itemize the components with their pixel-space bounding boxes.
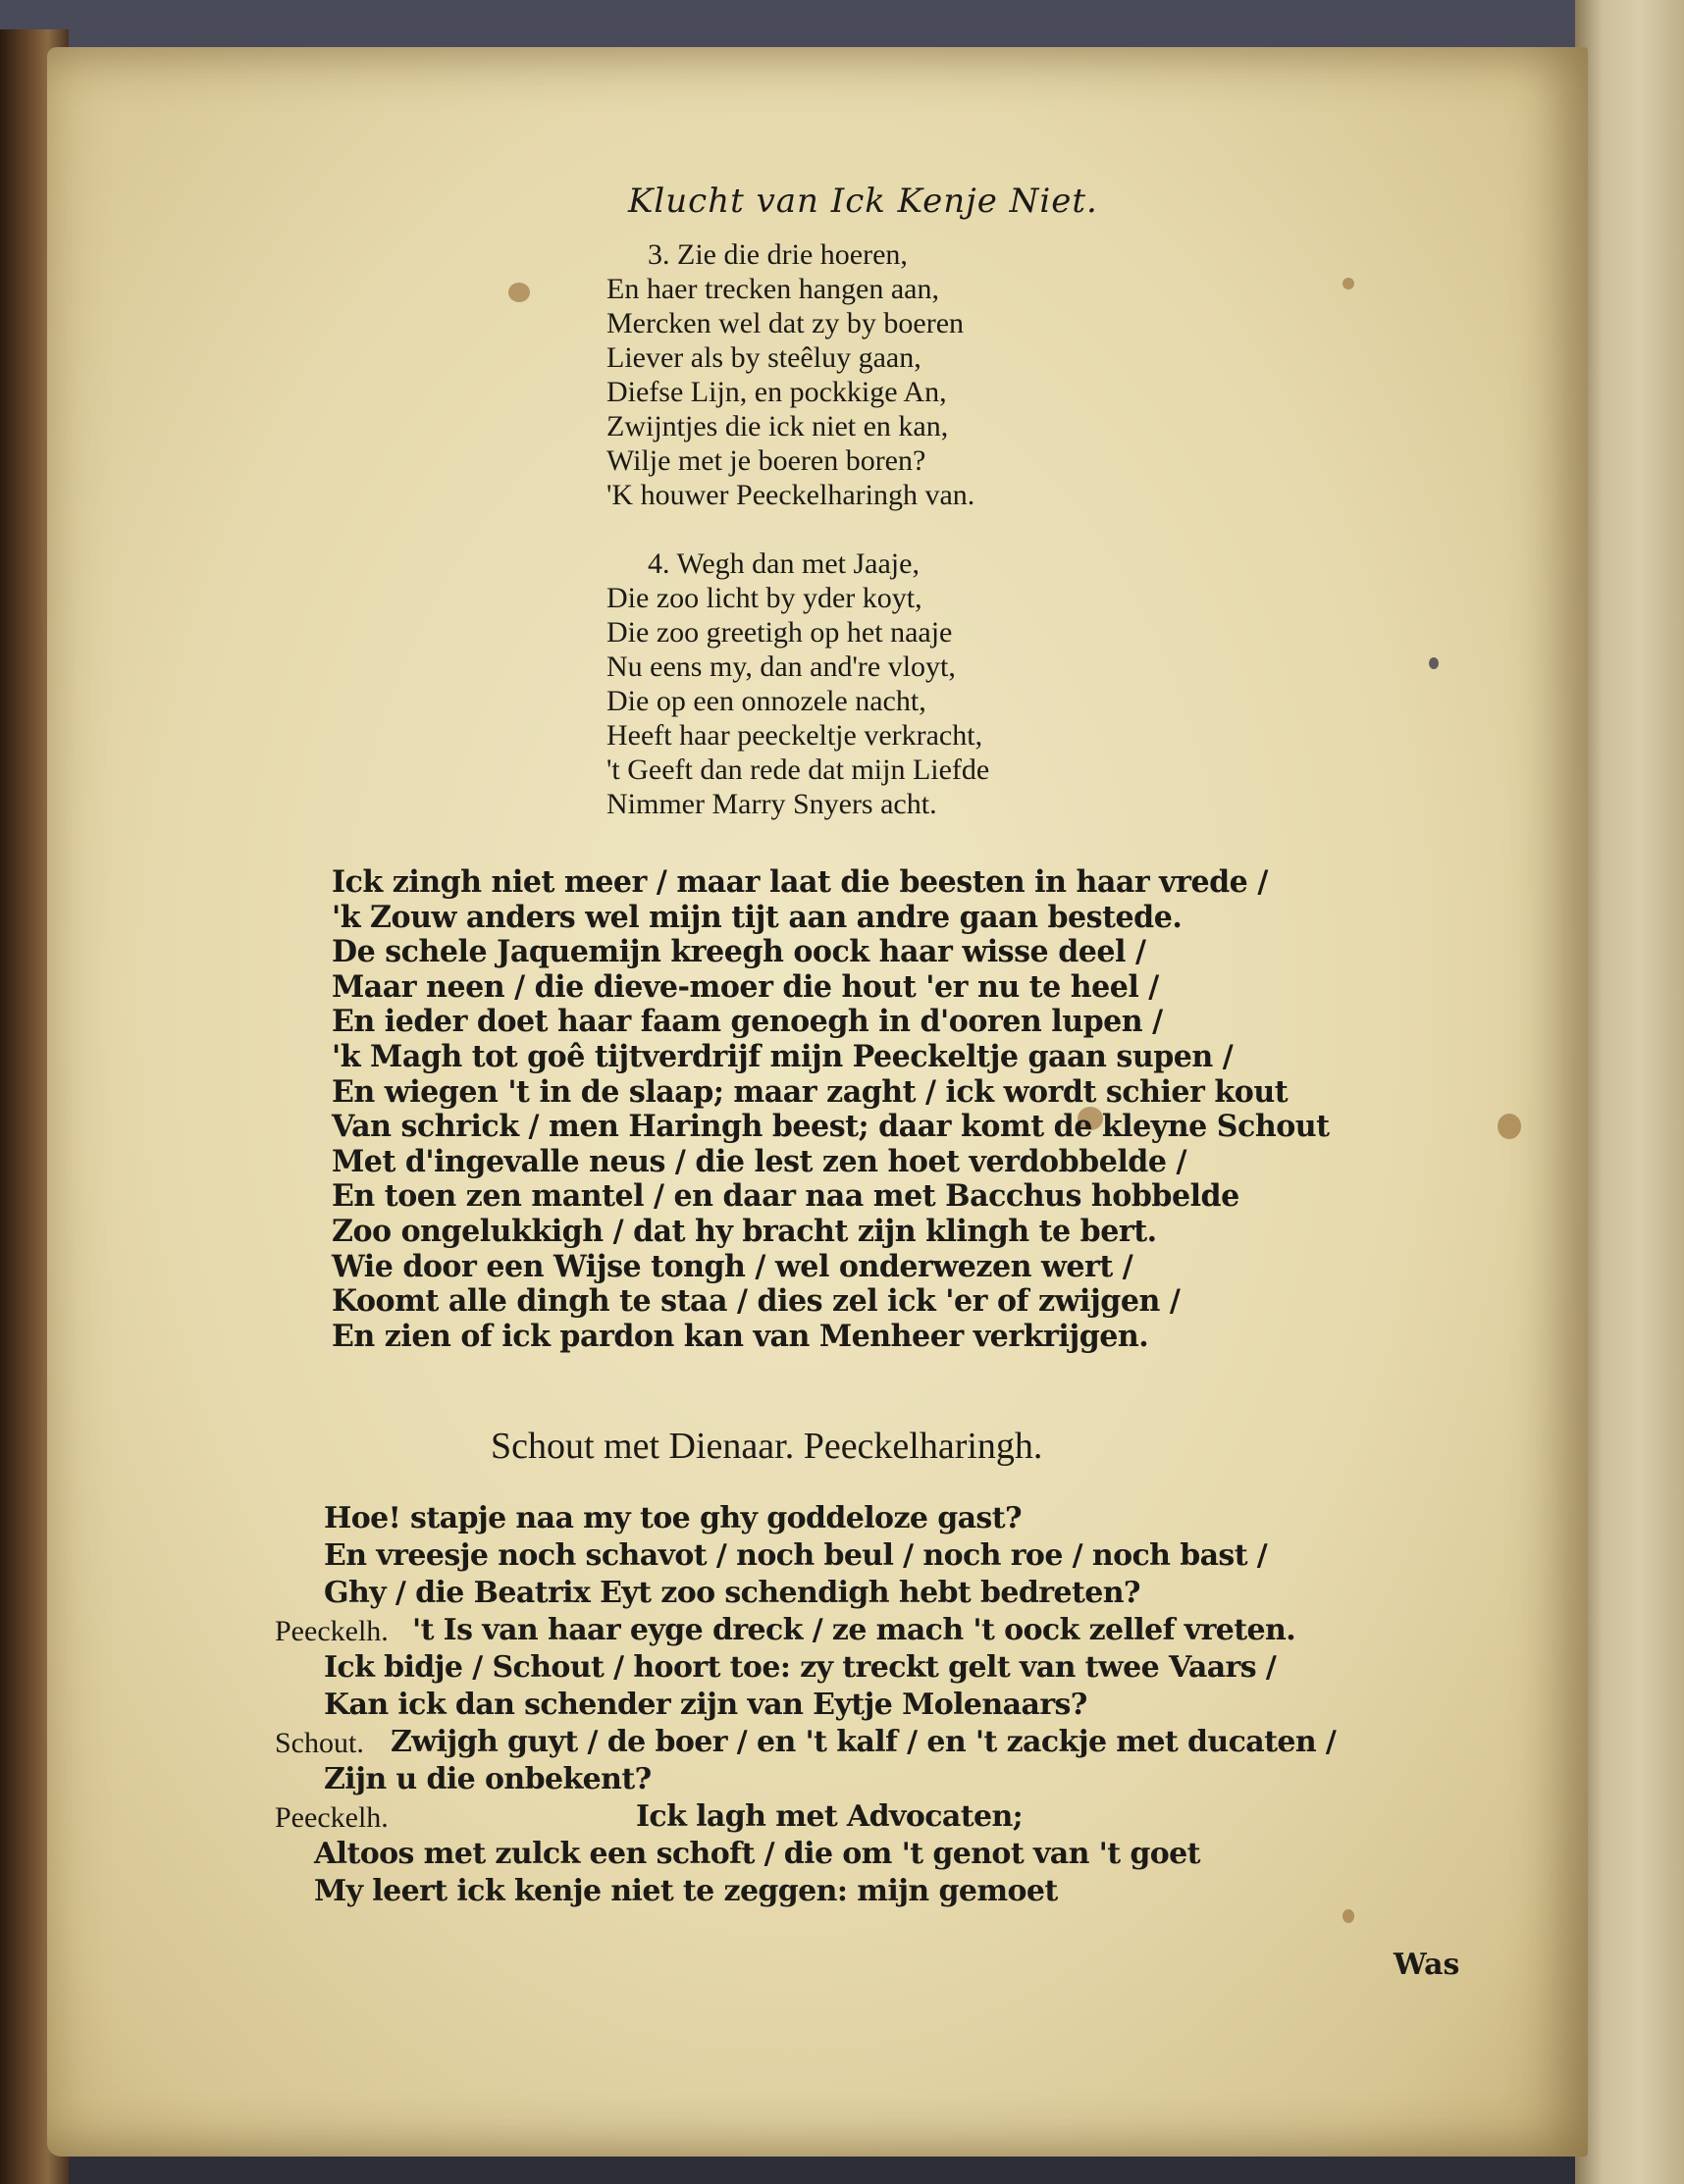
dialogue-line <box>275 1613 1354 1650</box>
blackletter-line: Van schrick / men Haringh beest; daar komt de kleyne Schout <box>332 1109 1330 1145</box>
blackletter-line: En ieder doet haar faam genoegh in d'ooren lupen / <box>332 1004 1163 1040</box>
dialogue-line <box>275 1501 1354 1538</box>
foxing-spot <box>1429 657 1439 669</box>
blackletter-line: En wiegen 't in de slaap; maar zaght / ick wordt schier kout <box>332 1073 1289 1110</box>
blackletter-line: En zien of ick pardon kan van Menheer verkrijgen. <box>332 1318 1149 1354</box>
verse-line: Wilje met je boeren boren? <box>606 444 926 477</box>
verse-line: Diefse Lijn, en pockkige An, <box>606 376 947 408</box>
blackletter-line: Ick zingh niet meer / maar laat die beesten in haar vrede / <box>332 864 1268 900</box>
verse-line: 4. Wegh dan met Jaaje, <box>648 547 920 580</box>
dialogue-block <box>275 1501 1354 1911</box>
speaker-name: Schout. <box>275 1727 364 1759</box>
speech-text: Hoe! stapje naa my toe ghy goddeloze gast? <box>324 1501 1022 1535</box>
dialogue-line <box>275 1799 1354 1837</box>
verse-line: Die op een onnozele nacht, <box>606 685 926 717</box>
blackletter-line: De schele Jaquemijn kreegh oock haar wisse deel / <box>332 934 1146 970</box>
foxing-spot <box>508 283 530 302</box>
foxing-spot <box>1498 1114 1521 1139</box>
verse-line: 3. Zie die drie hoeren, <box>648 238 908 271</box>
blackletter-line: Maar neen / die dieve-moer die hout 'er nu te heel / <box>332 968 1159 1005</box>
verse-line: Heeft haar peeckeltje verkracht, <box>606 719 983 752</box>
dialogue-line <box>275 1650 1354 1688</box>
blackletter-line: 'k Zouw anders wel mijn tijt aan andre gaan bestede. <box>332 899 1183 935</box>
dialogue-line <box>275 1538 1354 1576</box>
dialogue-line <box>275 1837 1354 1874</box>
stanza-4 <box>606 546 989 821</box>
speech-text: Kan ick dan schender zijn van Eytje Molenaars? <box>324 1688 1087 1722</box>
speech-text: Zwijgh guyt / de boer / en 't kalf / en 't zackje met ducaten / <box>391 1725 1337 1759</box>
running-header: Klucht van Ick Kenje Niet. <box>628 182 1098 221</box>
verse-line: Mercken wel dat zy by boeren <box>606 307 965 339</box>
blackletter-line: Koomt alle dingh te staa / dies zel ick 'er of zwijgen / <box>332 1283 1181 1320</box>
blackletter-line: En toen zen mantel / en daar naa met Bacchus hobbelde <box>332 1178 1239 1215</box>
foxing-spot <box>1342 278 1354 289</box>
dialogue-line <box>275 1762 1354 1799</box>
speech-text: Ick bidje / Schout / hoort toe: zy treckt gelt van twee Vaars / <box>324 1650 1277 1685</box>
verse-line: Die zoo greetigh op het naaje <box>606 616 953 649</box>
blackletter-line: Zoo ongelukkigh / dat hy bracht zijn klingh te bert. <box>332 1213 1157 1249</box>
monologue-block <box>332 865 1330 1354</box>
dialogue-line <box>275 1576 1354 1613</box>
verse-line: Liever als by steêluy gaan, <box>606 341 921 374</box>
blackletter-line: Wie door een Wijse tongh / wel onderwezen wert / <box>332 1248 1133 1284</box>
speech-text: Altoos met zulck een schoft / die om 't genot van 't goet <box>314 1837 1200 1871</box>
blackletter-line: Met d'ingevalle neus / die lest zen hoet verdobbelde / <box>332 1143 1186 1179</box>
verse-line: En haer trecken hangen aan, <box>606 273 939 305</box>
verse-line: 'K houwer Peeckelharingh van. <box>606 479 975 511</box>
speech-text: 't Is van haar eyge dreck / ze mach 't oock zellef vreten. <box>412 1613 1296 1647</box>
dialogue-line <box>275 1874 1354 1911</box>
foxing-spot <box>1342 1909 1354 1923</box>
scene-heading: Schout met Dienaar. Peeckelharingh. <box>491 1426 1043 1467</box>
speech-text: Ghy / die Beatrix Eyt zoo schendigh hebt bedreten? <box>324 1576 1140 1610</box>
facing-page-edge <box>1575 0 1684 2184</box>
speech-text: Zijn u die onbekent? <box>324 1762 652 1796</box>
speaker-name: Peeckelh. <box>275 1801 389 1834</box>
verse-line: Die zoo licht by yder koyt, <box>606 582 922 614</box>
verse-line: Zwijntjes die ick niet en kan, <box>606 410 949 442</box>
stanza-3 <box>606 237 974 512</box>
verse-line: 't Geeft dan rede dat mijn Liefde <box>606 754 990 786</box>
speech-text: Ick lagh met Advocaten; <box>636 1799 1024 1834</box>
dialogue-line <box>275 1688 1354 1725</box>
speaker-name: Peeckelh. <box>275 1615 389 1647</box>
verse-line: Nu eens my, dan and're vloyt, <box>606 650 956 683</box>
dialogue-line <box>275 1725 1354 1762</box>
verse-line: Nimmer Marry Snyers acht. <box>606 788 937 820</box>
speech-text: My leert ick kenje niet te zeggen: mijn gemoet <box>314 1874 1058 1908</box>
blackletter-line: 'k Magh tot goê tijtverdrijf mijn Peeckeltje gaan supen / <box>332 1038 1234 1074</box>
speech-text: En vreesje noch schavot / noch beul / noch roe / noch bast / <box>324 1538 1268 1573</box>
catchword: Was <box>1394 1948 1460 1982</box>
